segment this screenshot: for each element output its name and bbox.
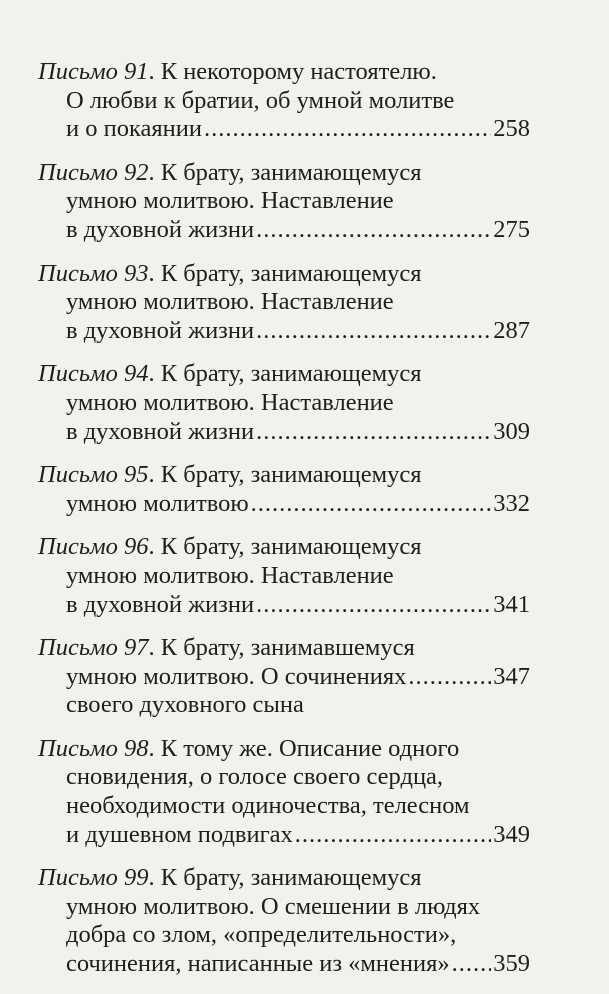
page-number: 347	[493, 662, 530, 690]
page-number: 332	[493, 489, 530, 517]
entry-text: О любви к братии, об умной молитве	[66, 86, 455, 114]
dot-leader	[251, 490, 492, 519]
entry-text: в духовной жизни	[66, 417, 255, 445]
toc-entry	[38, 58, 530, 144]
entry-label: Письмо 93	[38, 259, 149, 287]
page-number: 287	[493, 316, 530, 344]
entry-text: . К некоторому настоятелю.	[148, 58, 437, 85]
page-number: 309	[493, 417, 530, 445]
page-number: 258	[493, 115, 530, 143]
entry-text: умною молитвою. Наставление	[66, 561, 394, 589]
dot-leader	[256, 418, 491, 447]
entry-text: . К брату, занимающемуся	[148, 864, 422, 892]
entry-text: . К брату, занимающемуся	[148, 533, 422, 561]
toc-entry	[38, 864, 530, 978]
page-number: 349	[493, 820, 530, 848]
entry-text: . К брату, занимающемуся	[148, 259, 422, 287]
entry-text: . К брату, занимающемуся	[148, 158, 422, 186]
entry-text: . К брату, занимавшемуся	[148, 634, 415, 662]
dot-leader	[452, 950, 492, 979]
entry-text: в духовной жизни	[66, 316, 255, 344]
entry-text: умною молитвою. О смешении в людях	[66, 892, 481, 920]
toc-entry	[38, 634, 530, 720]
toc-entry	[38, 533, 530, 619]
entry-text: в духовной жизни	[66, 590, 255, 618]
dot-leader	[256, 317, 491, 346]
entry-text: добра со злом, «определительности»,	[66, 921, 457, 949]
entry-text: . К тому же. Описание одного	[148, 734, 460, 762]
entry-text: сочинения, написанные из «мнения»	[66, 950, 450, 978]
page-number: 341	[493, 590, 530, 618]
entry-label: Письмо 91	[38, 58, 149, 85]
page-number: 359	[493, 950, 530, 978]
toc-entry	[38, 461, 530, 518]
entry-text: в духовной жизни	[66, 215, 255, 243]
entry-label: Письмо 99	[38, 864, 149, 892]
toc-entry	[38, 159, 530, 245]
toc-entry	[38, 735, 530, 849]
entry-text: . К брату, занимающемуся	[148, 461, 422, 489]
entry-label: Письмо 98	[38, 734, 149, 762]
entry-label: Письмо 96	[38, 533, 149, 561]
entry-label: Письмо 97	[38, 634, 149, 662]
dot-leader	[408, 663, 491, 692]
page-number: 275	[493, 215, 530, 243]
entry-text: сновидения, о голосе своего сердца,	[66, 763, 444, 791]
dot-leader	[256, 591, 491, 620]
toc-entry	[38, 260, 530, 346]
toc-entry	[38, 360, 530, 446]
dot-leader	[295, 821, 491, 850]
entry-label: Письмо 94	[38, 360, 149, 388]
entry-text: своего духовного сына	[66, 691, 304, 719]
table-of-contents	[38, 58, 530, 994]
dot-leader	[256, 216, 491, 245]
entry-text: . К брату, занимающемуся	[148, 360, 422, 388]
entry-label: Письмо 92	[38, 158, 149, 186]
entry-text: умною молитвою. Наставление	[66, 388, 394, 416]
entry-text: умною молитвою. Наставление	[66, 288, 394, 316]
entry-text: и о покаянии	[66, 115, 202, 143]
entry-label: Письмо 95	[38, 461, 149, 489]
entry-text: умною молитвою	[66, 489, 249, 517]
entry-text: умною молитвою. Наставление	[66, 187, 394, 215]
entry-text: умною молитвою. О сочинениях	[66, 662, 407, 690]
entry-text: и душевном подвигах	[66, 820, 293, 848]
entry-text: необходимости одиночества, телесном	[66, 792, 470, 820]
dot-leader	[204, 115, 491, 144]
